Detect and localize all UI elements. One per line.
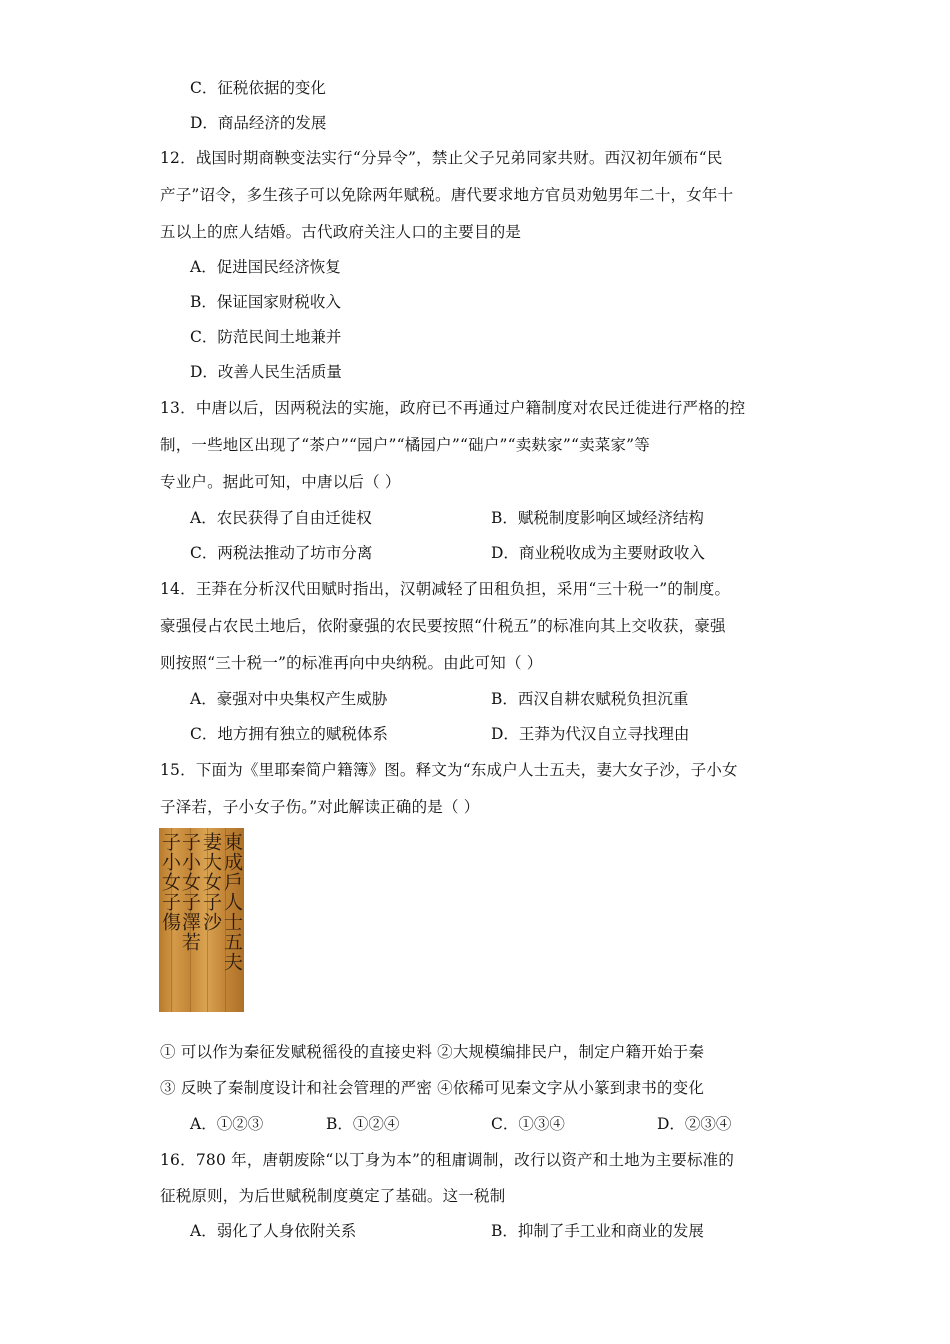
q12-option-d[interactable]: D．改善人民生活质量 bbox=[190, 363, 342, 381]
q12-stem-line-2: 产子”诏令，多生孩子可以免除两年赋税。唐代要求地方官员劝勉男年二十，女年十 bbox=[160, 186, 734, 204]
q14-stem-line-2: 豪强侵占农民土地后，依附豪强的农民要按照“什税五”的标准向其上交收获，豪强 bbox=[160, 617, 726, 635]
q16-stem-line-1: 16．780 年，唐朝废除“以丁身为本”的租庸调制，改行以资产和土地为主要标准的 bbox=[160, 1151, 735, 1169]
q16-stem-line-2: 征税原则，为后世赋税制度奠定了基础。这一税制 bbox=[160, 1187, 506, 1205]
q14-stem-line-1: 14．王莽在分析汉代田赋时指出，汉朝减轻了田租负担，采用“三十税一”的制度。 bbox=[160, 580, 731, 598]
q14-option-c[interactable]: C．地方拥有独立的赋税体系 bbox=[190, 725, 388, 743]
q13-option-b[interactable]: B．赋税制度影响区域经济结构 bbox=[491, 509, 704, 527]
q11-option-c[interactable]: C．征税依据的变化 bbox=[190, 79, 326, 97]
q13-option-a[interactable]: A．农民获得了自由迁徙权 bbox=[190, 509, 372, 527]
q15-option-a[interactable]: A．①②③ bbox=[190, 1115, 264, 1133]
q13-stem-line-3: 专业户。据此可知，中唐以后（ ） bbox=[160, 473, 401, 491]
q12-option-b[interactable]: B．保证国家财税收入 bbox=[190, 293, 341, 311]
q14-stem-line-3: 则按照“三十税一”的标准再向中央纳税。由此可知（ ） bbox=[160, 654, 543, 672]
q16-option-b[interactable]: B．抑制了手工业和商业的发展 bbox=[491, 1222, 704, 1240]
slip-column-1: 東成戶人士五夫 bbox=[221, 832, 243, 972]
q16-option-a[interactable]: A．弱化了人身依附关系 bbox=[190, 1222, 357, 1240]
q12-option-a[interactable]: A．促进国民经济恢复 bbox=[190, 258, 341, 276]
slip-column-4: 子小女子傷 bbox=[159, 832, 181, 932]
q13-stem-line-2: 制，一些地区出现了“茶户”“园户”“橘园户”“础户”“卖麸家”“卖菜家”等 bbox=[160, 436, 650, 454]
slip-column-2: 妻大女子沙 bbox=[200, 832, 222, 932]
q13-stem-line-1: 13．中唐以后，因两税法的实施，政府已不再通过户籍制度对农民迁徙进行严格的控 bbox=[160, 399, 746, 417]
q12-stem-line-3: 五以上的庶人结婚。古代政府关注人口的主要目的是 bbox=[160, 223, 522, 241]
q15-statement-line-1: ① 可以作为秦征发赋税徭役的直接史料 ②大规模编排民户，制定户籍开始于秦 bbox=[160, 1043, 705, 1061]
q14-option-d[interactable]: D．王莽为代汉自立寻找理由 bbox=[491, 725, 690, 743]
q11-option-d[interactable]: D．商品经济的发展 bbox=[190, 114, 327, 132]
q15-stem-line-2: 子泽若，子小女子伤。”对此解读正确的是（ ） bbox=[160, 798, 480, 816]
q12-option-c[interactable]: C．防范民间土地兼并 bbox=[190, 328, 342, 346]
q12-stem-line-1: 12．战国时期商鞅变法实行“分异令”，禁止父子兄弟同家共财。西汉初年颁布“民 bbox=[160, 149, 723, 167]
q15-option-d[interactable]: D．②③④ bbox=[657, 1115, 732, 1133]
q15-option-b[interactable]: B．①②④ bbox=[326, 1115, 400, 1133]
slip-column-3: 子小女子澤若 bbox=[179, 832, 201, 952]
q13-option-d[interactable]: D．商业税收成为主要财政收入 bbox=[491, 544, 705, 562]
q13-option-c[interactable]: C．两税法推动了坊市分离 bbox=[190, 544, 373, 562]
q15-stem-line-1: 15．下面为《里耶秦简户籍簿》图。释文为“东成户人士五夫，妻大女子沙，子小女 bbox=[160, 761, 738, 779]
q14-option-b[interactable]: B．西汉自耕农赋税负担沉重 bbox=[491, 690, 689, 708]
q15-statement-line-2: ③ 反映了秦制度设计和社会管理的严密 ④依稀可见秦文字从小篆到隶书的变化 bbox=[160, 1079, 705, 1097]
q15-option-c[interactable]: C．①③④ bbox=[491, 1115, 565, 1133]
bamboo-slip-image bbox=[159, 828, 244, 1012]
q14-option-a[interactable]: A．豪强对中央集权产生威胁 bbox=[190, 690, 388, 708]
